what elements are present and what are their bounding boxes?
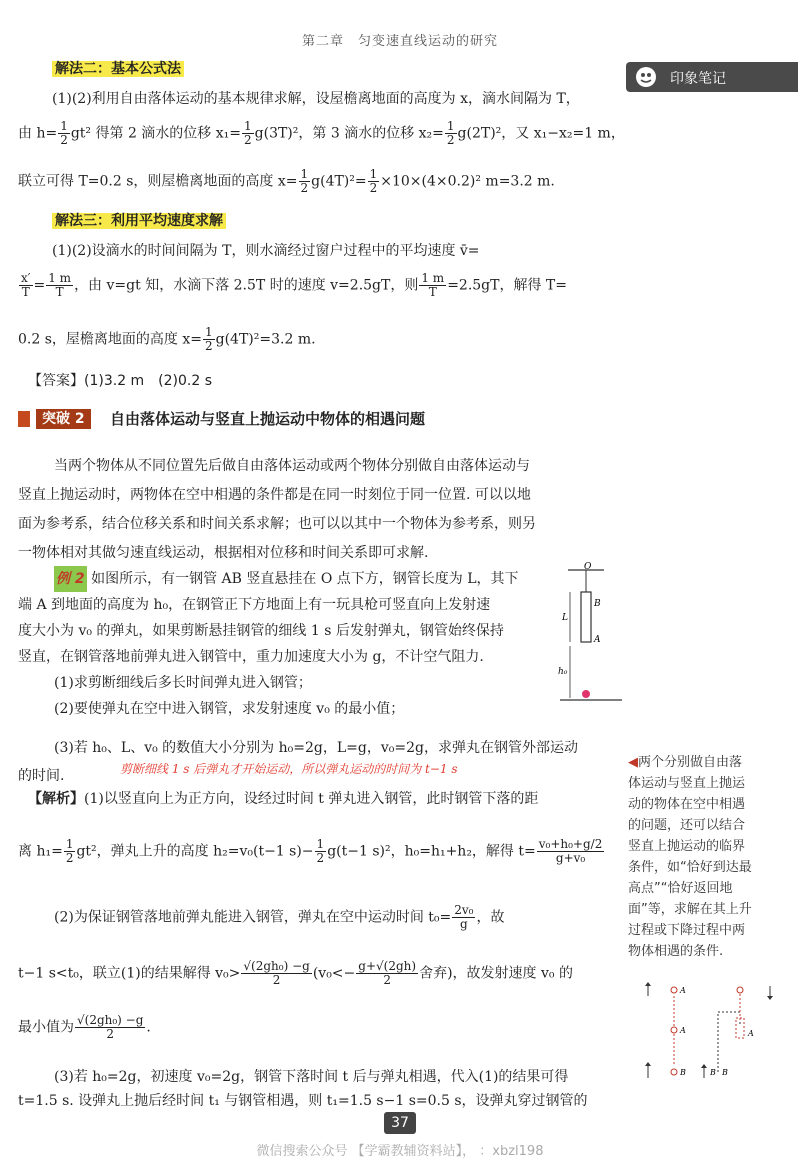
solution-line5: 最小值为 $\frac{\text{√(2gh₀) −g}}{2}$ . xyxy=(18,1013,151,1041)
svg-text:B: B xyxy=(722,1068,728,1077)
example-q3: (3)若 h₀、L、v₀ 的数值大小分别为 h₀=2g，L=g，v₀=2g，求弹丸在钢管外部运动 的时间. xyxy=(18,740,578,784)
method2-line2: 由 h= $\frac{1}{2}$ gt² 得第 2 滴水的位移 x₁= $\frac{1}{2}$ g(3T)²，第 3 滴水的位移 x₂= $\frac{1}{2}$ g(2T)²，又 x₁−x₂=1 m， xyxy=(18,119,625,147)
sidebar-title xyxy=(626,62,798,92)
solution-line3: (2)为保证钢管落地前弹丸能进入钢管，弹丸在空中运动时间 t₀= $\frac{\text{2v₀}}{g}$ ，故 xyxy=(54,903,505,931)
method3-line1: (1)(2)设滴水的时间间隔为 T，则水滴经过窗户过程中的平均速度 v̄= xyxy=(52,243,480,259)
method3-heading: 解法三：利用平均速度求解 xyxy=(52,213,226,229)
chapter-header: 第二章 匀变速直线运动的研究 xyxy=(301,34,498,49)
watermark: 微信搜索公众号 【学霸教辅资料站】， ：xbzl198 xyxy=(256,1144,544,1159)
method2-heading: 解法二：基本公式法 xyxy=(52,61,184,77)
intro-paragraph: 当两个物体从不同位置先后做自由落体运动或两个物体分别做自由落体运动与 竖直上抛运动时，两物体在空中相遇的条件都是在同一时刻位于同一位置. 可以以地 面为参考系，结合位移关系和时间关系求解；也可以以其中一个物体为参考系，则另 一物体相对其做匀速直线运动，根据相对位移和时间关系即可求解. xyxy=(18,458,536,561)
fig-label-a: A xyxy=(594,635,601,645)
section-header xyxy=(18,408,618,430)
method2-line1: (1)(2)利用自由落体运动的基本规律求解，设屋檐离地面的高度为 x，滴水间隔为 T， xyxy=(52,91,580,107)
method2-line3: 联立可得 T=0.2 s，则屋檐离地面的高度 x= $\frac{1}{2}$ g(4T)²= $\frac{1}{2}$ ×10×(4×0.2)² m=3.2 m. xyxy=(18,167,555,195)
svg-text:A: A xyxy=(748,1029,754,1038)
side-note: ◀两个分别做自由落 体运动与竖直上抛运 动的物体在空中相遇 的问题，还可以结合 竖直上抛运动的临界 条件，如“恰好到达最 高点”“恰好返回地 面”等，求解在其上升 过程或下降过程中两 物体相遇的条件. xyxy=(628,755,752,959)
side-figure xyxy=(640,982,790,1082)
svg-text:A: A xyxy=(680,1026,686,1035)
sidebar-title-text: 印象笔记 xyxy=(670,71,726,87)
svg-text:B: B xyxy=(710,1068,716,1077)
answer-line: 【答案】(1)3.2 m (2)0.2 s xyxy=(28,373,213,389)
method3-line3: 0.2 s，屋檐离地面的高度 x= $\frac{1}{2}$ g(4T)²=3.2 m. xyxy=(18,325,316,353)
solution-line6: (3)若 h₀=2g，初速度 v₀=2g，钢管下落时间 t 后与弹丸相遇，代入(1)的结果可得 xyxy=(54,1069,569,1085)
example-block: 例 2 如图所示，有一钢管 AB 竖直悬挂在 O 点下方，钢管长度为 L，其下 端 A 到地面的高度为 h₀，在钢管正下方地面上有一玩具枪可竖直向上发射速 度大小为 v₀ 的弹丸，如果剪断悬挂钢管的细线 1 s 后发射弹丸，钢管始终保持 竖直，在钢管落地前弹丸进入钢管中，重力加速度大小为 g，不计空气阻力. (1)求剪断细线后多长时间弹丸进入钢管； (2)要使弹丸在空中进入钢管，求发射速度 v₀ 的最小值； xyxy=(18,566,558,722)
notebook-icon xyxy=(632,65,660,89)
fig-label-h: h₀ xyxy=(558,667,568,677)
section-bar-icon xyxy=(18,411,30,427)
section-tag: 突破 2 xyxy=(36,409,91,429)
section-title: 自由落体运动与竖直上抛运动中物体的相遇问题 xyxy=(110,410,426,428)
method3-line2: $\frac{x'}{T}$ = $\frac{1 m}{T}$ ，由 v=gt 知，水滴下落 2.5T 时的速度 v=2.5gT，则 $\frac{1 m}{T}$ =2.5gT，解得 T= xyxy=(21,271,568,299)
triangle-icon: ◀ xyxy=(628,755,638,770)
fig-label-l: L xyxy=(562,613,568,623)
handwritten-note: 剪断细线 1 s 后弹丸才开始运动，所以弹丸运动的时间为 t−1 s xyxy=(120,762,458,776)
solution-line4: t−1 s<t₀，联立(1)的结果解得 v₀> $\frac{\text{√(2gh₀) −g}}{2}$ (v₀<− $\frac{g+√(2gh)}{2}$ 舍弃)，故发射速度 v₀ 的 xyxy=(18,959,573,987)
pipe-figure xyxy=(556,562,626,710)
solution-line7: t=1.5 s. 设弹丸上抛后经时间 t₁ 与钢管相遇，则 t₁=1.5 s−1 s=0.5 s，设弹丸穿过钢管的 xyxy=(18,1093,588,1109)
svg-text:B: B xyxy=(680,1068,686,1077)
fig-label-b: B xyxy=(594,599,601,609)
solution-label: 【解析】 xyxy=(28,791,84,807)
fig-label-o: O xyxy=(584,562,592,572)
example-tag: 例 2 xyxy=(54,566,87,592)
svg-text:A: A xyxy=(680,986,686,995)
solution-line2: 离 h₁= $\frac{1}{2}$ gt²，弹丸上升的高度 h₂=v₀(t−1 s)− $\frac{1}{2}$ g(t−1 s)²，h₀=h₁+h₂，解得 t= $\frac{\text{v₀+h₀+g/2}}{\text{g+v₀}}$ xyxy=(18,837,603,865)
page-number: 37 xyxy=(384,1112,416,1134)
